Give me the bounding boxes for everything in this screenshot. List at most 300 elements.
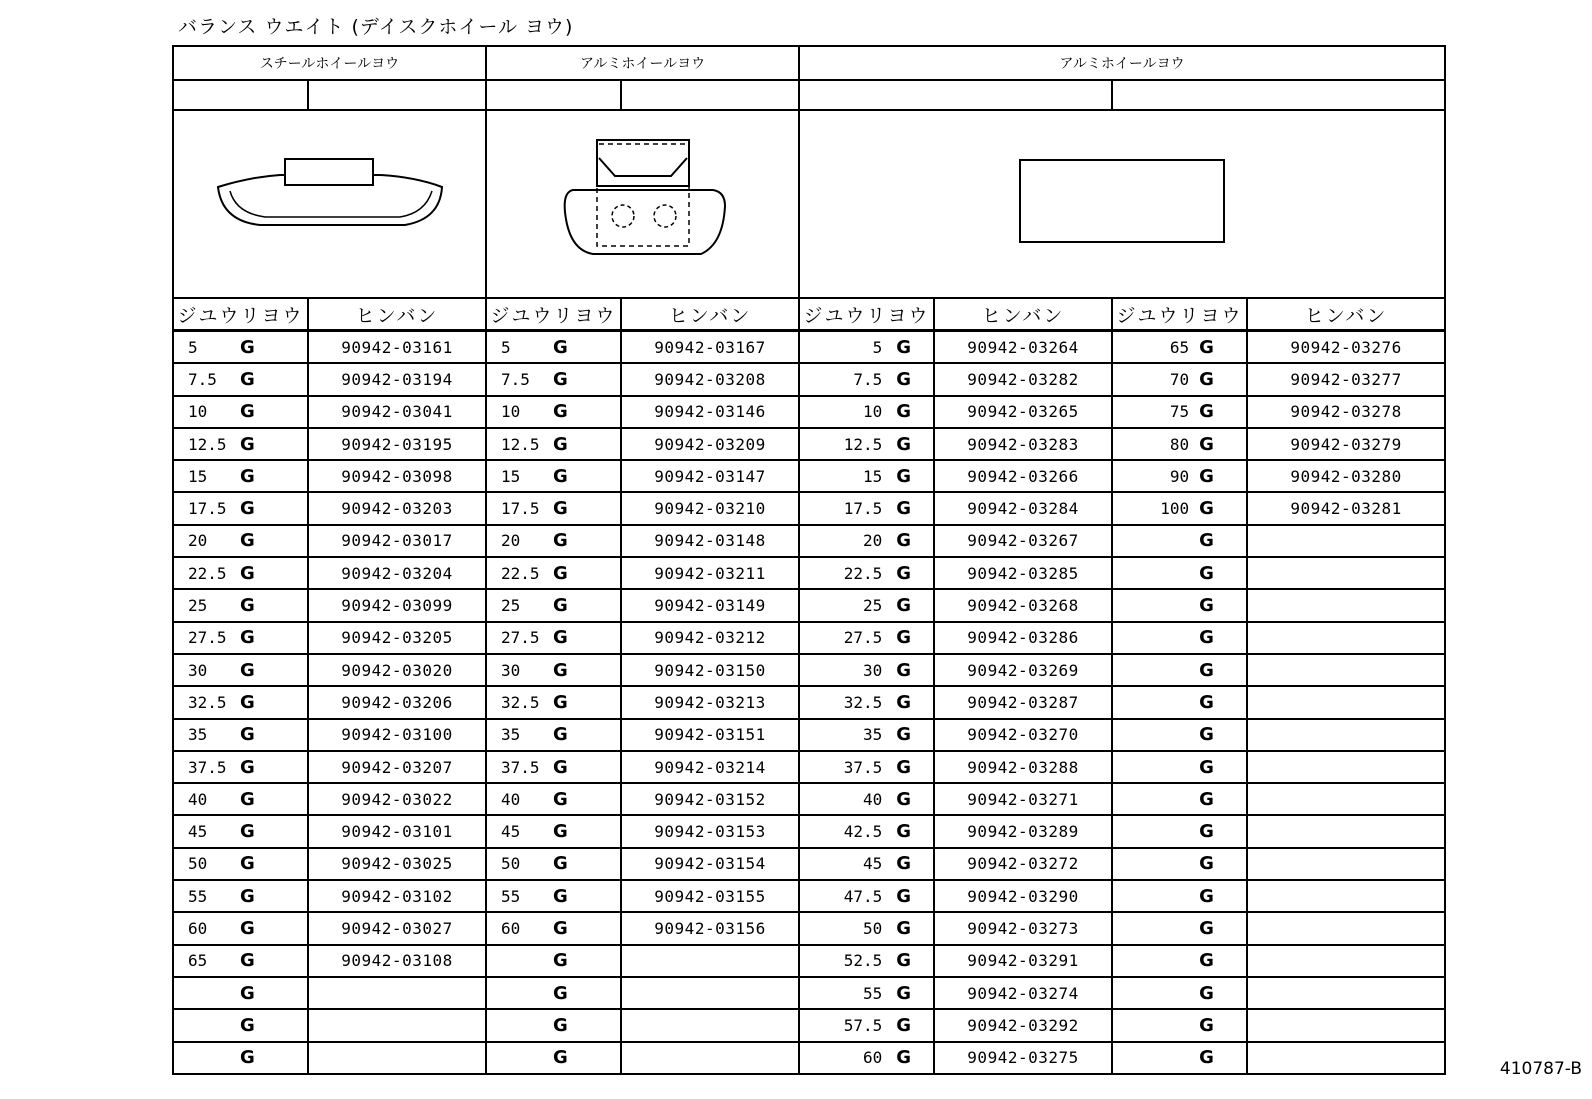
part-number: 90942-03288 [934,751,1112,783]
part-number: 90942-03264 [934,331,1112,364]
table-row [173,460,1445,492]
part-number: 90942-03207 [308,751,486,783]
part-number: 90942-03265 [934,396,1112,428]
unit-label: G [1199,982,1214,1004]
part-number [621,1042,799,1074]
table-row [173,589,1445,621]
weight-cell [173,557,308,589]
unit-label: G [1199,401,1214,423]
part-number: 90942-03214 [621,751,799,783]
section-alloy-wheel-1: アルミホイールヨウ [486,46,799,80]
part-number: 90942-03153 [621,815,799,847]
unit-label: G [553,1014,568,1036]
blank-cell [799,80,1112,110]
weight-cell [173,912,308,944]
weight-cell [1112,557,1247,589]
unit-label: G [1199,465,1214,487]
weight-cell [486,589,621,621]
weight-cell [173,331,308,364]
part-number: 90942-03204 [308,557,486,589]
table-row [173,977,1445,1009]
weight-value: 60 [501,918,521,938]
table-row [173,654,1445,686]
weight-cell [173,525,308,557]
unit-label: G [240,465,255,487]
part-number: 90942-03267 [934,525,1112,557]
weight-value: 12.5 [843,434,883,454]
weight-value: 10 [862,402,883,422]
weight-value: 55 [862,983,883,1003]
weight-cell [1112,977,1247,1009]
weight-value: 45 [501,822,521,842]
unit-label: G [1199,530,1214,552]
weight-value: 17.5 [843,499,883,519]
unit-label: G [896,368,912,390]
weight-value: 30 [501,660,521,680]
unit-label: G [240,821,255,843]
weight-cell [486,331,621,364]
unit-label: G [1199,659,1214,681]
figure-code: 410787-B [1499,1059,1582,1079]
weight-cell [1112,1009,1247,1041]
weight-cell [173,589,308,621]
unit-label: G [1199,691,1214,713]
weight-cell [173,977,308,1009]
unit-label: G [896,724,912,746]
weight-cell [799,557,934,589]
weight-cell [173,686,308,718]
weight-value: 25 [188,596,208,616]
weight-value: 57.5 [843,1015,883,1035]
weight-cell [173,492,308,524]
unit-label: G [1199,368,1214,390]
blank-cell [621,80,799,110]
part-number: 90942-03027 [308,912,486,944]
unit-label: G [240,336,255,358]
unit-label: G [240,1014,255,1036]
unit-label: G [896,982,912,1004]
weight-value: 90 [1169,466,1190,486]
weight-value: 32.5 [843,692,883,712]
weight-cell [799,1042,934,1074]
weight-cell [799,719,934,751]
weight-value: 35 [501,725,521,745]
weight-value: 15 [501,466,521,486]
weight-value: 35 [862,725,883,745]
weight-value: 50 [862,918,883,938]
unit-label: G [1199,885,1214,907]
unit-label: G [240,724,255,746]
part-number: 90942-03209 [621,428,799,460]
weight-cell [486,428,621,460]
part-number: 90942-03208 [621,363,799,395]
table-row [173,1009,1445,1041]
weight-cell [1112,460,1247,492]
unit-label: G [896,562,912,584]
part-number: 90942-03274 [934,977,1112,1009]
weight-value: 22.5 [843,563,883,583]
weight-value: 37.5 [843,757,883,777]
unit-label: G [240,885,255,907]
weight-cell [173,880,308,912]
blank-cell [173,80,308,110]
weight-value: 45 [188,822,208,842]
part-number [1247,977,1445,1009]
weight-value: 12.5 [188,434,227,454]
header-part-1: ヒンバン [308,298,486,331]
unit-label: G [553,853,568,875]
part-number [1247,1042,1445,1074]
weight-value: 17.5 [501,499,540,519]
weight-value: 37.5 [188,757,227,777]
part-number: 90942-03203 [308,492,486,524]
unit-label: G [240,950,255,972]
weight-cell [173,815,308,847]
unit-label: G [553,530,568,552]
part-number: 90942-03098 [308,460,486,492]
unit-label: G [553,465,568,487]
unit-label: G [896,821,912,843]
section-steel-wheel: スチールホイールヨウ [173,46,486,80]
table-row [173,912,1445,944]
part-number: 90942-03155 [621,880,799,912]
weight-cell [173,363,308,395]
weight-cell [799,492,934,524]
unit-label: G [896,465,912,487]
part-number [1247,557,1445,589]
part-number: 90942-03041 [308,396,486,428]
weight-cell [486,622,621,654]
table-row [173,945,1445,977]
weight-cell [173,428,308,460]
weight-cell [1112,719,1247,751]
unit-label: G [240,595,255,617]
unit-label: G [240,627,255,649]
weight-cell [799,428,934,460]
part-number: 90942-03289 [934,815,1112,847]
part-number: 90942-03025 [308,848,486,880]
header-weight-1: ジユウリヨウ [173,298,308,331]
steel-weight-illustration [173,110,486,298]
weight-cell [799,783,934,815]
part-number: 90942-03283 [934,428,1112,460]
weight-cell [799,751,934,783]
unit-label: G [553,562,568,584]
unit-label: G [240,659,255,681]
balance-weight-table [172,45,1446,1075]
clip-on-weight-icon [210,147,450,257]
unit-label: G [240,562,255,584]
weight-value: 22.5 [188,563,227,583]
weight-cell [799,815,934,847]
part-number [308,1009,486,1041]
weight-cell [1112,815,1247,847]
part-number: 90942-03276 [1247,331,1445,364]
part-number [1247,783,1445,815]
weight-value: 40 [501,789,521,809]
weight-value: 25 [862,596,883,616]
part-number: 90942-03281 [1247,492,1445,524]
unit-label: G [1199,724,1214,746]
unit-label: G [896,433,912,455]
unit-label: G [553,433,568,455]
weight-value: 47.5 [843,886,883,906]
unit-label: G [553,659,568,681]
weight-value: 55 [501,886,521,906]
weight-cell [486,654,621,686]
part-number: 90942-03275 [934,1042,1112,1074]
table-row [173,428,1445,460]
weight-value: 5 [501,337,511,357]
weight-value: 65 [1169,337,1190,357]
part-number: 90942-03211 [621,557,799,589]
part-number [1247,686,1445,718]
part-number: 90942-03101 [308,815,486,847]
unit-label: G [1199,336,1214,358]
weight-cell [799,912,934,944]
weight-value: 60 [862,1048,883,1068]
weight-cell [173,848,308,880]
unit-label: G [240,917,255,939]
header-part-2: ヒンバン [621,298,799,331]
unit-label: G [553,982,568,1004]
weight-cell [1112,525,1247,557]
weight-value: 27.5 [843,628,883,648]
part-number: 90942-03147 [621,460,799,492]
unit-label: G [240,433,255,455]
flat-weight-icon [1012,152,1232,252]
weight-cell [173,945,308,977]
weight-cell [486,396,621,428]
weight-cell [486,848,621,880]
header-weight-4: ジユウリヨウ [1112,298,1247,331]
part-number: 90942-03269 [934,654,1112,686]
table-row [173,783,1445,815]
weight-value: 42.5 [843,822,883,842]
weight-cell [799,396,934,428]
unit-label: G [1199,498,1214,520]
weight-cell [799,622,934,654]
weight-value: 20 [501,531,521,551]
weight-cell [173,460,308,492]
unit-label: G [896,401,912,423]
unit-label: G [553,401,568,423]
weight-cell [173,719,308,751]
unit-label: G [240,756,255,778]
weight-cell [486,557,621,589]
unit-label: G [553,498,568,520]
weight-cell [486,751,621,783]
part-number: 90942-03213 [621,686,799,718]
weight-cell [1112,783,1247,815]
unit-label: G [553,368,568,390]
unit-label: G [553,917,568,939]
unit-label: G [1199,627,1214,649]
weight-cell [486,815,621,847]
unit-label: G [553,821,568,843]
weight-cell [1112,686,1247,718]
weight-cell [799,331,934,364]
part-number: 90942-03291 [934,945,1112,977]
section-alloy-wheel-2: アルミホイールヨウ [799,46,1445,80]
weight-value: 20 [188,531,208,551]
part-number [1247,751,1445,783]
weight-value: 22.5 [501,563,540,583]
part-number: 90942-03290 [934,880,1112,912]
weight-cell [486,525,621,557]
weight-cell [799,460,934,492]
weight-cell [1112,428,1247,460]
part-number: 90942-03167 [621,331,799,364]
header-weight-3: ジユウリヨウ [799,298,934,331]
part-number: 90942-03150 [621,654,799,686]
weight-value: 27.5 [501,628,540,648]
part-number: 90942-03022 [308,783,486,815]
part-number [308,1042,486,1074]
weight-cell [1112,880,1247,912]
weight-cell [173,654,308,686]
weight-cell [173,396,308,428]
part-number: 90942-03206 [308,686,486,718]
part-number: 90942-03195 [308,428,486,460]
unit-label: G [553,336,568,358]
part-number: 90942-03108 [308,945,486,977]
weight-cell [1112,1042,1247,1074]
weight-cell [486,686,621,718]
unit-label: G [553,788,568,810]
weight-cell [486,492,621,524]
part-number [621,945,799,977]
unit-label: G [896,627,912,649]
weight-cell [1112,945,1247,977]
unit-label: G [553,724,568,746]
part-number: 90942-03271 [934,783,1112,815]
weight-value: 75 [1169,402,1190,422]
weight-cell [1112,622,1247,654]
table-row [173,363,1445,395]
header-part-3: ヒンバン [934,298,1112,331]
unit-label: G [1199,821,1214,843]
weight-value: 15 [862,466,883,486]
weight-value: 50 [188,854,208,874]
weight-cell [173,622,308,654]
part-number: 90942-03285 [934,557,1112,589]
blank-cell [308,80,486,110]
weight-value: 27.5 [188,628,227,648]
unit-label: G [1199,917,1214,939]
blank-cell [1112,80,1445,110]
unit-label: G [1199,562,1214,584]
part-number: 90942-03148 [621,525,799,557]
weight-cell [173,783,308,815]
weight-cell [486,1042,621,1074]
adhesive-weight-icon [553,132,733,272]
unit-label: G [1199,1047,1214,1069]
part-number: 90942-03282 [934,363,1112,395]
part-number: 90942-03151 [621,719,799,751]
weight-value: 32.5 [501,692,540,712]
weight-value: 30 [862,660,883,680]
table-row [173,815,1445,847]
unit-label: G [553,627,568,649]
part-number: 90942-03154 [621,848,799,880]
weight-value: 5 [872,337,883,357]
unit-label: G [240,401,255,423]
table-row [173,1042,1445,1074]
weight-cell [486,363,621,395]
weight-value: 20 [862,531,883,551]
part-number: 90942-03102 [308,880,486,912]
weight-cell [173,1042,308,1074]
weight-value: 37.5 [501,757,540,777]
unit-label: G [553,595,568,617]
part-number [1247,848,1445,880]
weight-cell [1112,589,1247,621]
unit-label: G [553,756,568,778]
table-row [173,492,1445,524]
part-number: 90942-03266 [934,460,1112,492]
weight-value: 7.5 [188,369,217,389]
weight-cell [173,751,308,783]
weight-value: 5 [188,337,198,357]
weight-cell [799,654,934,686]
weight-value: 65 [188,951,208,971]
part-number [1247,525,1445,557]
table-row [173,525,1445,557]
weight-cell [486,945,621,977]
table-row [173,557,1445,589]
part-number: 90942-03286 [934,622,1112,654]
unit-label: G [240,691,255,713]
part-number [308,977,486,1009]
part-number [1247,719,1445,751]
part-number: 90942-03149 [621,589,799,621]
part-number: 90942-03287 [934,686,1112,718]
part-number: 90942-03100 [308,719,486,751]
weight-cell [1112,654,1247,686]
part-number: 90942-03277 [1247,363,1445,395]
unit-label: G [896,530,912,552]
unit-label: G [1199,756,1214,778]
unit-label: G [1199,853,1214,875]
part-number: 90942-03278 [1247,396,1445,428]
part-number [1247,654,1445,686]
part-number [621,1009,799,1041]
weight-value: 55 [188,886,208,906]
weight-value: 10 [501,402,521,422]
unit-label: G [896,336,912,358]
weight-value: 40 [188,789,208,809]
weight-value: 32.5 [188,692,227,712]
weight-value: 10 [188,402,208,422]
table-row [173,719,1445,751]
weight-value: 40 [862,789,883,809]
unit-label: G [240,1047,255,1069]
part-number: 90942-03284 [934,492,1112,524]
weight-cell [1112,363,1247,395]
unit-label: G [240,368,255,390]
blank-cell [486,80,621,110]
table-row [173,751,1445,783]
weight-cell [173,1009,308,1041]
weight-cell [486,783,621,815]
part-number: 90942-03210 [621,492,799,524]
unit-label: G [240,982,255,1004]
weight-cell [486,912,621,944]
unit-label: G [1199,433,1214,455]
unit-label: G [1199,950,1214,972]
header-weight-2: ジユウリヨウ [486,298,621,331]
